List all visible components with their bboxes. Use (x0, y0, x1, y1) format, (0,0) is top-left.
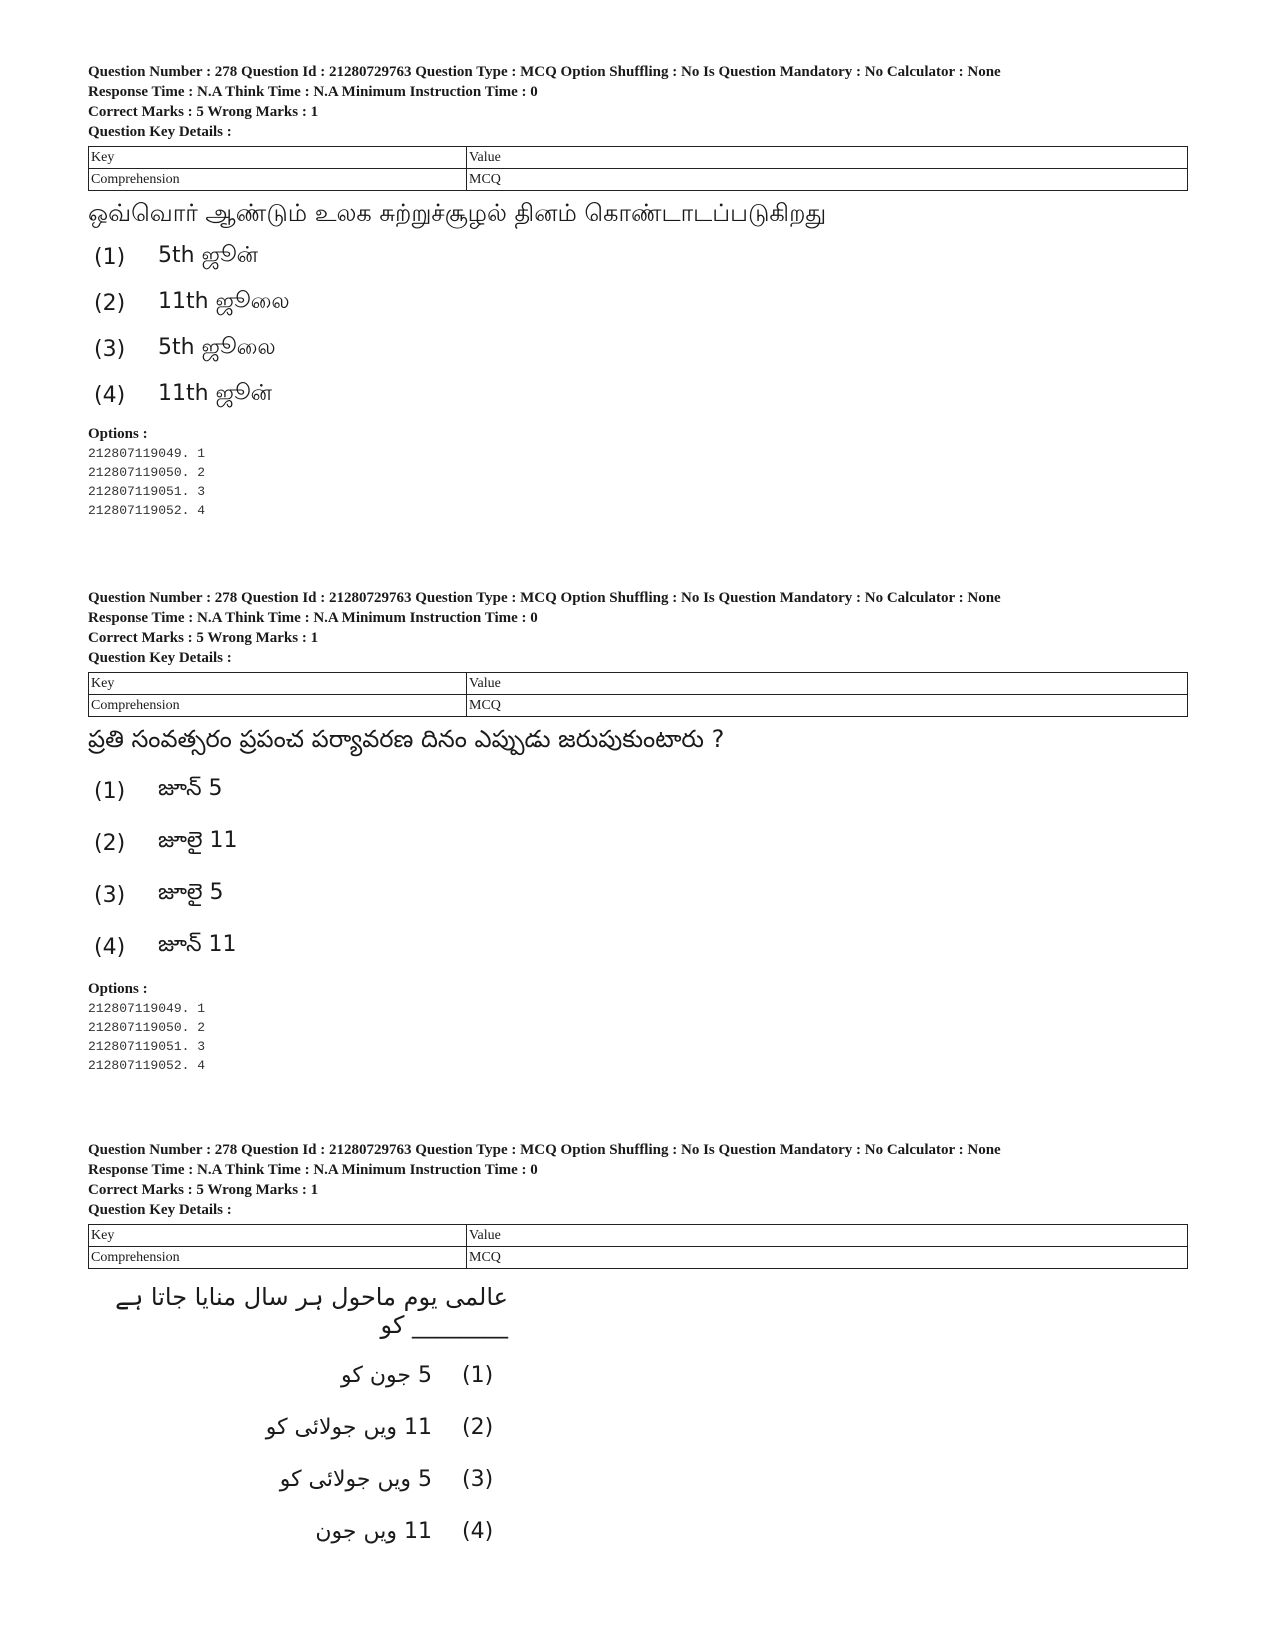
option-text: 5 جون کو (341, 1362, 432, 1388)
key-details-table (88, 146, 1188, 191)
table-row (89, 169, 1188, 191)
question-meta-line: Question Key Details : (88, 124, 232, 140)
question-text: عالمی یوم ماحول ہر سال منایا جاتا ہے ________ کو (115, 1283, 508, 1339)
option-text: 11 ویں جولائی کو (265, 1414, 432, 1440)
value-header: Value (467, 673, 1188, 695)
option-number: (3) (462, 1466, 494, 1492)
option-number: (3) (94, 336, 126, 362)
option-id: 212807119052. 4 (88, 1058, 206, 1073)
key-cell: Comprehension (89, 1247, 467, 1269)
table-row (89, 1225, 1188, 1247)
table-row (89, 673, 1188, 695)
option-text: 5th ஜூன் (158, 243, 258, 268)
key-header: Key (89, 147, 467, 169)
option-number: (4) (94, 382, 126, 408)
options-label: Options : (88, 981, 148, 997)
answer-option[interactable] (88, 372, 1198, 418)
key-details-table (88, 672, 1188, 717)
question-meta-line: Response Time : N.A Think Time : N.A Minimum Instruction Time : 0 (88, 610, 538, 626)
answer-option[interactable] (88, 280, 1198, 326)
question-text: ప్రతి సంవత్సరం ప్రపంచ పర్యావరణ దినం ఎప్పుడు జరుపుకుంటారు ? (88, 725, 725, 753)
key-details-table (88, 1224, 1188, 1269)
value-cell: MCQ (467, 169, 1188, 191)
option-text: 5 ویں جولائی کو (279, 1466, 432, 1492)
answer-option[interactable] (88, 326, 1198, 372)
value-cell: MCQ (467, 695, 1188, 717)
question-block-3 (88, 1140, 1198, 1557)
answer-option[interactable] (88, 1505, 498, 1557)
option-text: జూన్ 11 (158, 932, 237, 957)
value-header: Value (467, 147, 1188, 169)
option-number: (1) (94, 244, 126, 270)
key-header: Key (89, 1225, 467, 1247)
option-number: (1) (462, 1362, 494, 1388)
option-number: (2) (94, 290, 126, 316)
question-meta-line: Question Key Details : (88, 1202, 232, 1218)
option-number: (4) (462, 1518, 494, 1544)
table-row (89, 1247, 1188, 1269)
option-number: (2) (462, 1414, 494, 1440)
option-number: (3) (94, 882, 126, 908)
key-cell: Comprehension (89, 169, 467, 191)
question-meta-line: Response Time : N.A Think Time : N.A Minimum Instruction Time : 0 (88, 1162, 538, 1178)
table-row (89, 695, 1188, 717)
question-meta-line: Question Number : 278 Question Id : 21280729763 Question Type : MCQ Option Shuffling : No Is Question Mandatory : No Calculator : None (88, 590, 1001, 606)
options-label: Options : (88, 426, 148, 442)
question-text: ஒவ்வொர் ஆண்டும் உலக சுற்றுச்சூழல் தினம் கொண்டாடப்படுகிறது (88, 199, 827, 227)
option-number: (1) (94, 778, 126, 804)
question-meta-line: Question Key Details : (88, 650, 232, 666)
option-number: (4) (94, 934, 126, 960)
option-id: 212807119051. 3 (88, 1039, 206, 1054)
answer-option[interactable] (88, 869, 1198, 921)
answer-option[interactable] (88, 921, 1198, 973)
option-id: 212807119050. 2 (88, 465, 206, 480)
answer-option[interactable] (88, 817, 1198, 869)
option-text: జూలై 5 (158, 880, 224, 905)
question-meta-line: Correct Marks : 5 Wrong Marks : 1 (88, 630, 319, 646)
option-id: 212807119050. 2 (88, 1020, 206, 1035)
answer-option[interactable] (88, 1349, 498, 1401)
value-cell: MCQ (467, 1247, 1188, 1269)
answer-option[interactable] (88, 765, 1198, 817)
question-meta-line: Correct Marks : 5 Wrong Marks : 1 (88, 104, 319, 120)
key-header: Key (89, 673, 467, 695)
answer-option[interactable] (88, 1453, 498, 1505)
option-number: (2) (94, 830, 126, 856)
question-block-2 (88, 588, 1198, 1075)
answer-option[interactable] (88, 234, 1198, 280)
option-id: 212807119049. 1 (88, 446, 206, 461)
option-id: 212807119052. 4 (88, 503, 206, 518)
option-id: 212807119051. 3 (88, 484, 206, 499)
question-meta-line: Question Number : 278 Question Id : 21280729763 Question Type : MCQ Option Shuffling : No Is Question Mandatory : No Calculator : None (88, 1142, 1001, 1158)
question-block-1 (88, 62, 1198, 520)
option-id: 212807119049. 1 (88, 1001, 206, 1016)
option-text: 5th ஜூலை (158, 335, 276, 360)
question-meta-line: Response Time : N.A Think Time : N.A Minimum Instruction Time : 0 (88, 84, 538, 100)
answer-option[interactable] (88, 1401, 498, 1453)
question-meta-line: Question Number : 278 Question Id : 21280729763 Question Type : MCQ Option Shuffling : No Is Question Mandatory : No Calculator : None (88, 64, 1001, 80)
option-text: 11th ஜூன் (158, 381, 272, 406)
option-text: 11 ویں جون (315, 1518, 432, 1544)
option-text: జూన్ 5 (158, 776, 223, 801)
option-text: 11th ஜூலை (158, 289, 290, 314)
key-cell: Comprehension (89, 695, 467, 717)
value-header: Value (467, 1225, 1188, 1247)
table-row (89, 147, 1188, 169)
question-meta-line: Correct Marks : 5 Wrong Marks : 1 (88, 1182, 319, 1198)
option-text: జూలై 11 (158, 828, 238, 853)
